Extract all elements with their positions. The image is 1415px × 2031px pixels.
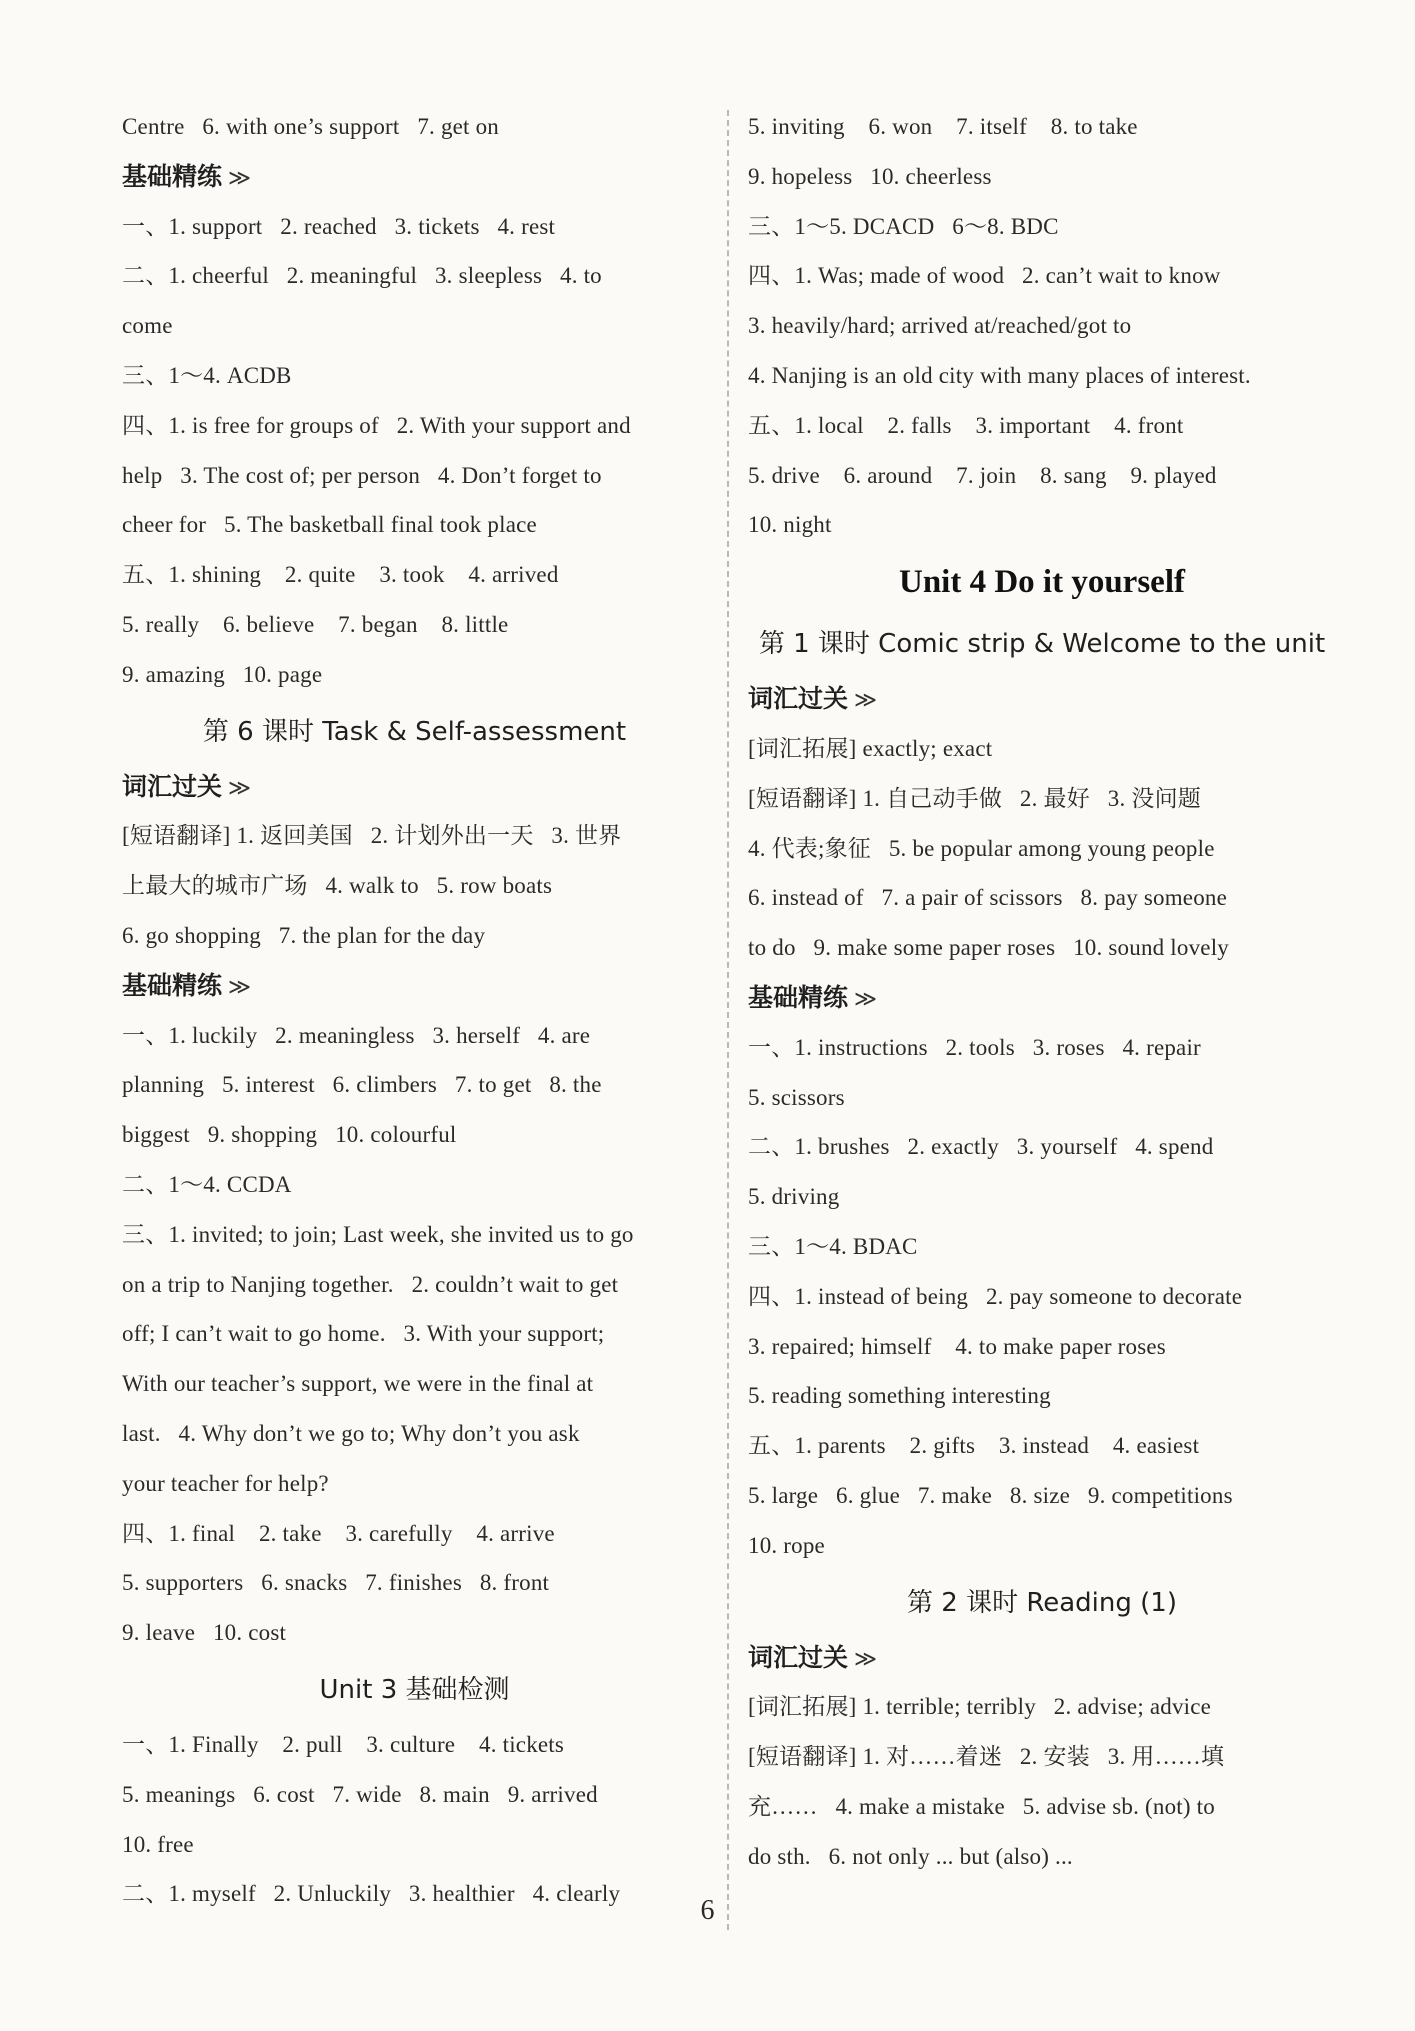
answer-line: 5. supporters 6. snacks 7. finishes 8. front <box>122 1570 550 1596</box>
answer-line: 4. 代表;象征 5. be popular among young people <box>748 835 1215 861</box>
answer-line: 10. free <box>122 1831 194 1857</box>
answer-line: [词汇拓展] 1. terrible; terribly 2. advise; advice <box>748 1694 1212 1720</box>
lesson-heading: Unit 3 基础检测 <box>319 1674 510 1705</box>
answer-line: to do 9. make some paper roses 10. sound lovely <box>748 935 1229 961</box>
answer-line: 四、1. instead of being 2. pay someone to decorate <box>748 1283 1243 1309</box>
answer-line: 二、1～4. CCDA <box>122 1171 292 1197</box>
section-heading <box>122 772 707 802</box>
answer-line: 5. drive 6. around 7. join 8. sang 9. played <box>748 462 1217 488</box>
answer-line: 5. scissors <box>748 1084 845 1110</box>
answer-line: 9. amazing 10. page <box>122 661 323 687</box>
lesson-heading: 第 2 课时 Reading (1) <box>907 1587 1177 1618</box>
answer-line: 5. driving <box>748 1184 840 1210</box>
lesson-heading: 第 6 课时 Task & Self-assessment <box>202 716 627 747</box>
answer-line: 充…… 4. make a mistake 5. advise sb. (not) to <box>748 1793 1215 1819</box>
double-chevron-icon: ≫ <box>228 775 252 801</box>
answer-line: off; I can’t wait to go home. 3. With your support; <box>122 1321 605 1347</box>
answer-line: 三、1～4. BDAC <box>748 1233 918 1259</box>
section-heading <box>748 983 1336 1013</box>
section-heading <box>122 971 707 1001</box>
answer-line: 二、1. cheerful 2. meaningful 3. sleepless 4. to <box>122 263 602 289</box>
section-heading <box>748 684 1336 714</box>
answer-line: 五、1. local 2. falls 3. important 4. front <box>748 412 1184 438</box>
answer-line: help 3. The cost of; per person 4. Don’t forget to <box>122 462 602 488</box>
answer-line: 四、1. is free for groups of 2. With your support and <box>122 412 631 438</box>
answer-line: 上最大的城市广场 4. walk to 5. row boats <box>122 873 553 899</box>
page-number: 6 <box>700 1895 715 1926</box>
answer-line: 四、1. final 2. take 3. carefully 4. arrive <box>122 1520 555 1546</box>
answer-line: cheer for 5. The basketball final took place <box>122 512 537 538</box>
answer-line: [词汇拓展] exactly; exact <box>748 735 993 761</box>
double-chevron-icon: ≫ <box>854 986 878 1012</box>
answer-line: your teacher for help? <box>122 1470 329 1496</box>
lesson-heading: 第 1 课时 Comic strip & Welcome to the unit <box>758 629 1326 660</box>
answer-line: Centre 6. with one’s support 7. get on <box>122 114 499 139</box>
answer-line: With our teacher’s support, we were in the final at <box>122 1371 594 1397</box>
section-heading-text: 基础精练 <box>122 970 223 1000</box>
answer-line: biggest 9. shopping 10. colourful <box>122 1122 457 1148</box>
section-heading <box>748 1643 1336 1673</box>
double-chevron-icon: ≫ <box>228 165 252 191</box>
answer-line: on a trip to Nanjing together. 2. couldn’t wait to get <box>122 1271 619 1297</box>
answer-line: 5. really 6. believe 7. began 8. little <box>122 611 509 637</box>
answer-line: 6. go shopping 7. the plan for the day <box>122 922 486 948</box>
answer-line: last. 4. Why don’t we go to; Why don’t you ask <box>122 1420 580 1446</box>
double-chevron-icon: ≫ <box>228 974 252 1000</box>
answer-line: do sth. 6. not only ... but (also) ... <box>748 1843 1073 1869</box>
answer-line: 五、1. shining 2. quite 3. took 4. arrived <box>122 562 559 588</box>
answer-line: 二、1. brushes 2. exactly 3. yourself 4. spend <box>748 1134 1214 1160</box>
answer-line: 10. night <box>748 512 832 538</box>
answer-line: 三、1. invited; to join; Last week, she invited us to go <box>122 1221 634 1247</box>
answer-line: 一、1. instructions 2. tools 3. roses 4. repair <box>748 1034 1201 1060</box>
answer-line: 3. heavily/hard; arrived at/reached/got to <box>748 313 1132 339</box>
section-heading-text: 基础精练 <box>748 982 849 1012</box>
section-heading-text: 词汇过关 <box>122 771 223 801</box>
answer-line: 五、1. parents 2. gifts 3. instead 4. easiest <box>748 1433 1200 1459</box>
section-heading-text: 基础精练 <box>122 161 223 191</box>
answer-line: 四、1. Was; made of wood 2. can’t wait to know <box>748 263 1221 289</box>
answer-line: 一、1. Finally 2. pull 3. culture 4. tickets <box>122 1731 565 1757</box>
answer-line: [短语翻译] 1. 对……着迷 2. 安装 3. 用……填 <box>748 1744 1225 1770</box>
answer-line: 5. reading something interesting <box>748 1383 1051 1409</box>
answer-line: planning 5. interest 6. climbers 7. to get 8. the <box>122 1072 602 1098</box>
left-column <box>122 112 707 1929</box>
answer-line: 一、1. luckily 2. meaningless 3. herself 4. are <box>122 1022 591 1048</box>
answer-line: 5. inviting 6. won 7. itself 8. to take <box>748 114 1138 139</box>
answer-line: 9. leave 10. cost <box>122 1620 287 1646</box>
section-heading-text: 词汇过关 <box>748 684 849 714</box>
double-chevron-icon: ≫ <box>854 688 878 714</box>
answer-line: 三、1～4. ACDB <box>122 362 292 388</box>
right-column <box>748 112 1336 1892</box>
answer-line: 二、1. myself 2. Unluckily 3. healthier 4. clearly <box>122 1881 621 1907</box>
answer-line: 5. meanings 6. cost 7. wide 8. main 9. arrived <box>122 1781 598 1807</box>
answer-line: 4. Nanjing is an old city with many places of interest. <box>748 362 1251 388</box>
unit-title: Unit 4 Do it yourself <box>899 564 1185 601</box>
answer-line: [短语翻译] 1. 返回美国 2. 计划外出一天 3. 世界 <box>122 823 622 849</box>
section-heading-text: 词汇过关 <box>748 1642 849 1672</box>
answer-line: 9. hopeless 10. cheerless <box>748 163 992 189</box>
double-chevron-icon: ≫ <box>854 1646 878 1672</box>
answer-line: 5. large 6. glue 7. make 8. size 9. competitions <box>748 1482 1233 1508</box>
answer-line: 三、1～5. DCACD 6～8. BDC <box>748 213 1059 239</box>
column-divider <box>727 110 729 1930</box>
answer-line: 6. instead of 7. a pair of scissors 8. pay someone <box>748 885 1228 911</box>
answer-line: 10. rope <box>748 1532 825 1558</box>
answer-line: come <box>122 313 173 339</box>
section-heading <box>122 162 707 192</box>
answer-line: [短语翻译] 1. 自己动手做 2. 最好 3. 没问题 <box>748 785 1201 811</box>
answer-line: 3. repaired; himself 4. to make paper roses <box>748 1333 1166 1359</box>
answer-line: 一、1. support 2. reached 3. tickets 4. rest <box>122 213 556 239</box>
